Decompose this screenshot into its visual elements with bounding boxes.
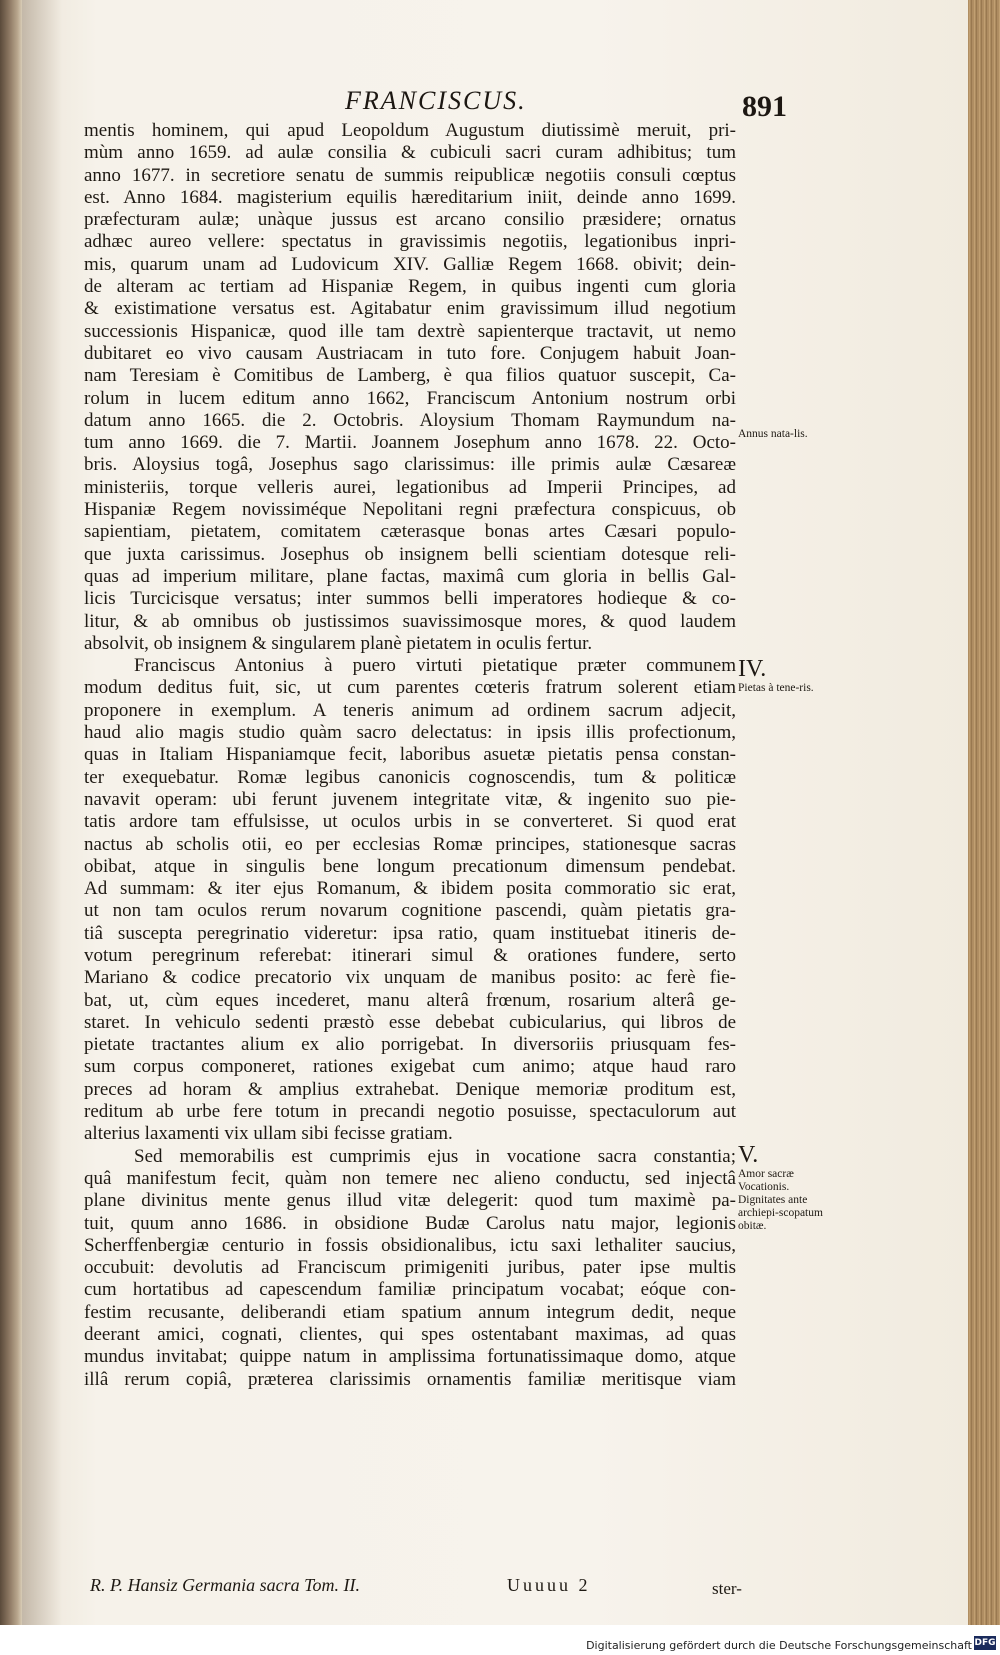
- text-line: preces ad horam & amplius extrahebat. Denique memoriæ proditum est,: [84, 1078, 736, 1100]
- text-line: proponere in exemplum. A teneris animum ad ordinem sacrum adjecit,: [84, 699, 736, 721]
- catchword: ster-: [712, 1579, 742, 1598]
- marginal-text: Annus nata-lis.: [738, 428, 808, 440]
- text-line: pietate tractantes alium ex alio porrigebat. In diversoriis priusquam fes-: [84, 1034, 736, 1056]
- text-line: bat, ut, cùm eques incederet, manu alterâ frœnum, rosarium alterâ ge-: [84, 989, 736, 1011]
- digitization-credit: Digitalisierung gefördert durch die Deutsche Forschungsgemeinschaft: [586, 1639, 972, 1652]
- text-line: Scherffenbergiæ centurio in fossis obsidionalibus, ictu saxi lethaliter saucius,: [84, 1234, 736, 1256]
- text-line: Sed memorabilis est cumprimis ejus in vocatione sacra constantia;: [134, 1145, 736, 1167]
- text-line: sapientiam, pietatem, comitatem cæterasque bonas artes Cæsari populo-: [84, 521, 736, 543]
- text-line: tuit, quum anno 1686. in obsidione Budæ Carolus natu major, legionis: [84, 1212, 736, 1234]
- text-line: staret. In vehiculo sedenti præstò esse debebat cubicularius, qui libros de: [84, 1011, 736, 1033]
- text-line: tiâ suscepta peregrinatio videretur: ipsa ratio, quam instituebat itineris de-: [84, 922, 736, 944]
- text-line: reditum ab urbe fere totum in precandi negotio posuisse, spectaculorum aut: [84, 1101, 736, 1123]
- text-line: anno 1677. in secretiore senatu de summis reipublicæ negotiis consuli cœptus: [84, 164, 736, 186]
- text-line: mis, quarum unam ad Ludovicum XIV. Galliæ Regem 1668. obivit; dein-: [84, 253, 736, 275]
- section-numeral: V.: [738, 1142, 759, 1168]
- text-line: sum corpus componeret, rationes exigebat cum animo; atque haud raro: [84, 1056, 736, 1078]
- marginal-note-pietas: [738, 656, 833, 695]
- main-text-block: [84, 120, 736, 1391]
- text-line: quas in Italiam Hispaniamque fecit, laboribus asuetæ pietatis pensa constan-: [84, 744, 736, 766]
- dfg-logo-icon: DFG: [974, 1638, 996, 1648]
- text-line: licis Turcicisque versatus; inter summos belli imperatores hodieque & co-: [84, 588, 736, 610]
- text-line: tum anno 1669. die 7. Martii. Joannem Josephum anno 1678. 22. Octo-: [84, 432, 736, 454]
- text-line: quas ad imperium militare, plane factas, maximâ cum gloria in bellis Gal-: [84, 565, 736, 587]
- marginal-note-annus-natalis: [738, 428, 833, 441]
- text-line: occubuit: devolutis ad Franciscum primigeniti juribus, pater ipse multis: [84, 1257, 736, 1279]
- footer-signature: R. P. Hansiz Germania sacra Tom. II.: [90, 1575, 361, 1595]
- page-edges: [968, 0, 1000, 1625]
- text-line: litur, & ab omnibus ob justissimos suavissimosque mores, & quod laudem: [84, 610, 736, 632]
- marginal-text: Pietas à tene-ris.: [738, 682, 814, 694]
- text-line: ministeriis, torque velleris aurei, legationibus ad Imperii Principes, ad: [84, 476, 736, 498]
- text-line: cum hortatibus ad capescendum familiæ principatum vocabat; eóque con-: [84, 1279, 736, 1301]
- text-line: haud alio magis studio quàm sacro delectatus: in ipsis illis profectionum,: [84, 722, 736, 744]
- text-line: est. Anno 1684. magisterium equilis hæreditarium iniit, deinde anno 1699.: [84, 186, 736, 208]
- text-line: ter exequebatur. Romæ legibus canonicis cognoscendis, tum & politicæ: [84, 766, 736, 788]
- text-line: quâ manifestum fecit, quàm non temere nec alieno conductu, sed injectâ: [84, 1167, 736, 1189]
- text-line: & existimatione versatus est. Agitabatur enim gravissimum illud negotium: [84, 298, 736, 320]
- text-line: modum deditus fuit, sic, ut cum parentes cœteris fratrum solerent etiam: [84, 677, 736, 699]
- text-line: mentis hominem, qui apud Leopoldum Augustum diutissimè meruit, pri-: [84, 120, 736, 141]
- text-line: successionis Hispanicæ, quod ille tam dextrè sapienterque tractavit, ut nemo: [84, 320, 736, 342]
- text-line: mùm anno 1659. ad aulæ consilia & cubiculi sacri curam adhibitus; tum: [84, 142, 736, 164]
- text-line: mundus invitabat; quippe natum in amplissima fortunatissimaque domo, atque: [84, 1346, 736, 1368]
- gutter-shadow: [22, 0, 62, 1655]
- text-line: bris. Aloysius togâ, Josephus sago clarissimus: ille primis aulæ Cæsareæ: [84, 454, 736, 476]
- text-line: illâ rerum copiâ, præterea clarissimis ornamentis familiæ meritisque viam: [84, 1368, 736, 1390]
- page-number: 891: [742, 90, 787, 123]
- text-line: præfecturam aulæ; unàque jussus est arcano consilio præsidere; ornatus: [84, 209, 736, 231]
- text-line: nam Teresiam è Comitibus de Lamberg, è qua filios quatuor suscepit, Ca-: [84, 365, 736, 387]
- text-line: de alteram ac tertiam ad Hispaniæ Regem, in quibus ingenti cum gloria: [84, 276, 736, 298]
- text-line: navavit operam: ubi ferunt juvenem integritate vitæ, & ingenito suo pie-: [84, 788, 736, 810]
- text-line: deerant amici, cognati, clientes, qui spes ostentabant maximas, ad quas: [84, 1324, 736, 1346]
- book-spine: [0, 0, 22, 1655]
- text-line: Franciscus Antonius à puero virtuti pietatique præter communem: [134, 655, 736, 677]
- text-line: tatis ardore tam effulsisse, ut oculos urbis in se converteret. Si quod erat: [84, 811, 736, 833]
- text-line: nactus ab scholis otii, eo per ecclesias Romæ principes, stationesque sacras: [84, 833, 736, 855]
- running-head: FRANCISCUS.: [345, 86, 527, 115]
- signature-mark: Uuuuu 2: [507, 1575, 591, 1595]
- text-line: ut non tam oculos rerum novarum cognitione pascendi, quàm pietatis gra-: [84, 900, 736, 922]
- text-line: datum anno 1665. die 2. Octobris. Aloysium Thomam Raymundum na-: [84, 409, 736, 431]
- text-line: rolum in lucem editum anno 1662, Franciscum Antonium nostrum orbi: [84, 387, 736, 409]
- text-line: Ad summam: & iter ejus Romanum, & ibidem posita commoratio sic erat,: [84, 878, 736, 900]
- text-line: Mariano & codice precatorio vix unquam de manibus posito: ac ferè fie-: [84, 967, 736, 989]
- text-line: obibat, atque in singulis bene longum precationum dimensum pendebat.: [84, 855, 736, 877]
- text-line: que juxta carissimus. Josephus ob insignem belli scientiam dotesque reli-: [84, 543, 736, 565]
- text-line: Hispaniæ Regem novissiméque Nepolitani regni præfectura conspicuus, ob: [84, 499, 736, 521]
- marginal-note-amor: [738, 1142, 833, 1233]
- text-line: absolvit, ob insignem & singularem planè pietatem in oculis fertur.: [84, 632, 593, 654]
- text-line: adhæc aureo vellere: spectatus in gravissimis negotiis, legationibus inpri-: [84, 231, 736, 253]
- text-line: votum peregrinum referebat: itinerari simul & orationes fundere, serto: [84, 944, 736, 966]
- text-line: plane divinitus mente genus illud vitæ delegerit: quod tum maximè pa-: [84, 1190, 736, 1212]
- marginal-text: Amor sacræ Vocationis. Dignitates ante archiepi-scopatum obitæ.: [738, 1168, 823, 1232]
- section-numeral: IV.: [738, 656, 767, 682]
- text-line: dubitaret eo vivo causam Austriacam in tuto fore. Conjugem habuit Joan-: [84, 342, 736, 364]
- text-line: alterius laxamenti vix ullam sibi fecisse gratiam.: [84, 1123, 453, 1145]
- text-line: festim recusante, deliberandi etiam spatium annum integrum dedit, neque: [84, 1301, 736, 1323]
